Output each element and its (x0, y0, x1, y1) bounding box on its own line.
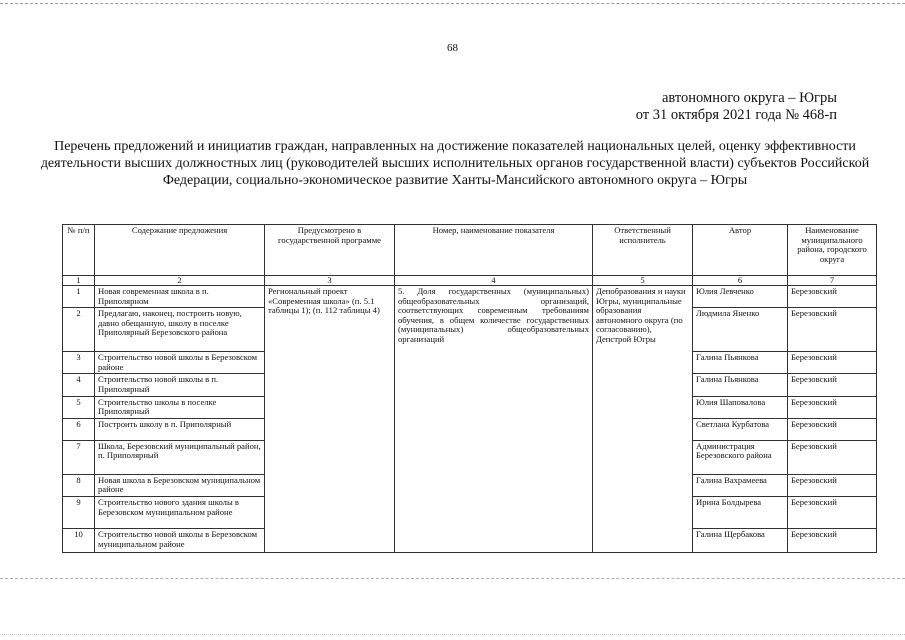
district-cell: Березовский (788, 528, 877, 552)
row-number: 2 (63, 308, 95, 352)
header-cell: Ответственный исполнитель (593, 225, 693, 276)
executor-cell: Депобразования и науки Югры, муниципальные образования автономного округа (по согласованию), Депстрой Югры (593, 286, 693, 553)
district-cell: Березовский (788, 352, 877, 374)
column-number-row (63, 276, 877, 286)
district-cell: Березовский (788, 418, 877, 440)
row-number: 9 (63, 496, 95, 528)
author-cell: Галина Щербакова (693, 528, 788, 552)
proposal-content: Строительство нового здания школы в Березовском муниципальном районе (95, 496, 265, 528)
proposal-content: Школа, Березовский муниципальный район, п. Приполярный (95, 440, 265, 474)
appendix-line-1: автономного округа – Югры (661, 90, 837, 106)
header-cell: Автор (693, 225, 788, 276)
page-number: 68 (447, 42, 458, 54)
table-row (63, 286, 877, 308)
row-number: 6 (63, 418, 95, 440)
scan-edge-footer (0, 634, 905, 635)
column-number: 2 (95, 276, 265, 286)
row-number: 3 (63, 352, 95, 374)
header-cell: № п/п (63, 225, 95, 276)
table-header-row (63, 225, 877, 276)
header-cell: Содержание предложения (95, 225, 265, 276)
proposal-content: Строительство новой школы в Березовском муниципальном районе (95, 528, 265, 552)
proposal-content: Строительство новой школы в Березовском районе (95, 352, 265, 374)
program-cell: Региональный проект «Современная школа» (п. 5.1 таблицы 1); (п. 112 таблицы 4) (265, 286, 395, 553)
district-cell: Березовский (788, 474, 877, 496)
author-cell: Администрация Березовского района (693, 440, 788, 474)
district-cell: Березовский (788, 440, 877, 474)
proposal-content: Строительство новой школы в п. Приполярный (95, 374, 265, 396)
document-title: Перечень предложений и инициатив граждан, направленных на достижение показателей национальных целей, оценку эффективности деятельности высших должностных лиц (руководителей высших исполнительных органов государственной власти) субъектов Российской Федерации, социально-экономическое развитие Ханты-Мансийского автономного округа – Югры (40, 139, 870, 188)
row-number: 10 (63, 528, 95, 552)
header-cell: Номер, наименование показателя (395, 225, 593, 276)
row-number: 7 (63, 440, 95, 474)
row-number: 5 (63, 396, 95, 418)
column-number: 6 (693, 276, 788, 286)
district-cell: Березовский (788, 374, 877, 396)
proposal-content: Новая школа в Березовском муниципальном районе (95, 474, 265, 496)
appendix-line-2: от 31 октября 2021 года № 468-п (635, 107, 837, 123)
author-cell: Ирина Болдырева (693, 496, 788, 528)
proposal-content: Предлагаю, наконец, построить новую, давно обещанную, школу в поселке Приполярный Березовского района (95, 308, 265, 352)
author-cell: Юлия Левченко (693, 286, 788, 308)
proposal-content: Построить школу в п. Приполярный (95, 418, 265, 440)
indicator-cell: 5. Доля государственных (муниципальных) общеобразовательных организаций, соответствующих современным требованиям обучения, в общем количестве государственных (муниципальных) общеобразовательных организаций (395, 286, 593, 553)
header-cell: Наименование муниципального района, городского округа (788, 225, 877, 276)
district-cell: Березовский (788, 286, 877, 308)
proposal-content: Строительство школы в поселке Приполярный (95, 396, 265, 418)
column-number: 4 (395, 276, 593, 286)
row-number: 8 (63, 474, 95, 496)
appendix-reference (636, 90, 837, 124)
district-cell: Березовский (788, 308, 877, 352)
header-cell: Предусмотрено в государственной программе (265, 225, 395, 276)
district-cell: Березовский (788, 496, 877, 528)
author-cell: Галина Вахрамеева (693, 474, 788, 496)
column-number: 5 (593, 276, 693, 286)
column-number: 7 (788, 276, 877, 286)
author-cell: Людмила Яненко (693, 308, 788, 352)
scan-edge-bottom (0, 578, 905, 579)
scan-edge-top (0, 3, 905, 4)
row-number: 4 (63, 374, 95, 396)
author-cell: Юлия Шаповалова (693, 396, 788, 418)
author-cell: Светлана Курбатова (693, 418, 788, 440)
proposal-content: Новая современная школа в п. Приполярном (95, 286, 265, 308)
author-cell: Галина Пьянкова (693, 374, 788, 396)
column-number: 1 (63, 276, 95, 286)
column-number: 3 (265, 276, 395, 286)
row-number: 1 (63, 286, 95, 308)
author-cell: Галина Пьянкова (693, 352, 788, 374)
proposals-table (62, 224, 877, 553)
district-cell: Березовский (788, 396, 877, 418)
